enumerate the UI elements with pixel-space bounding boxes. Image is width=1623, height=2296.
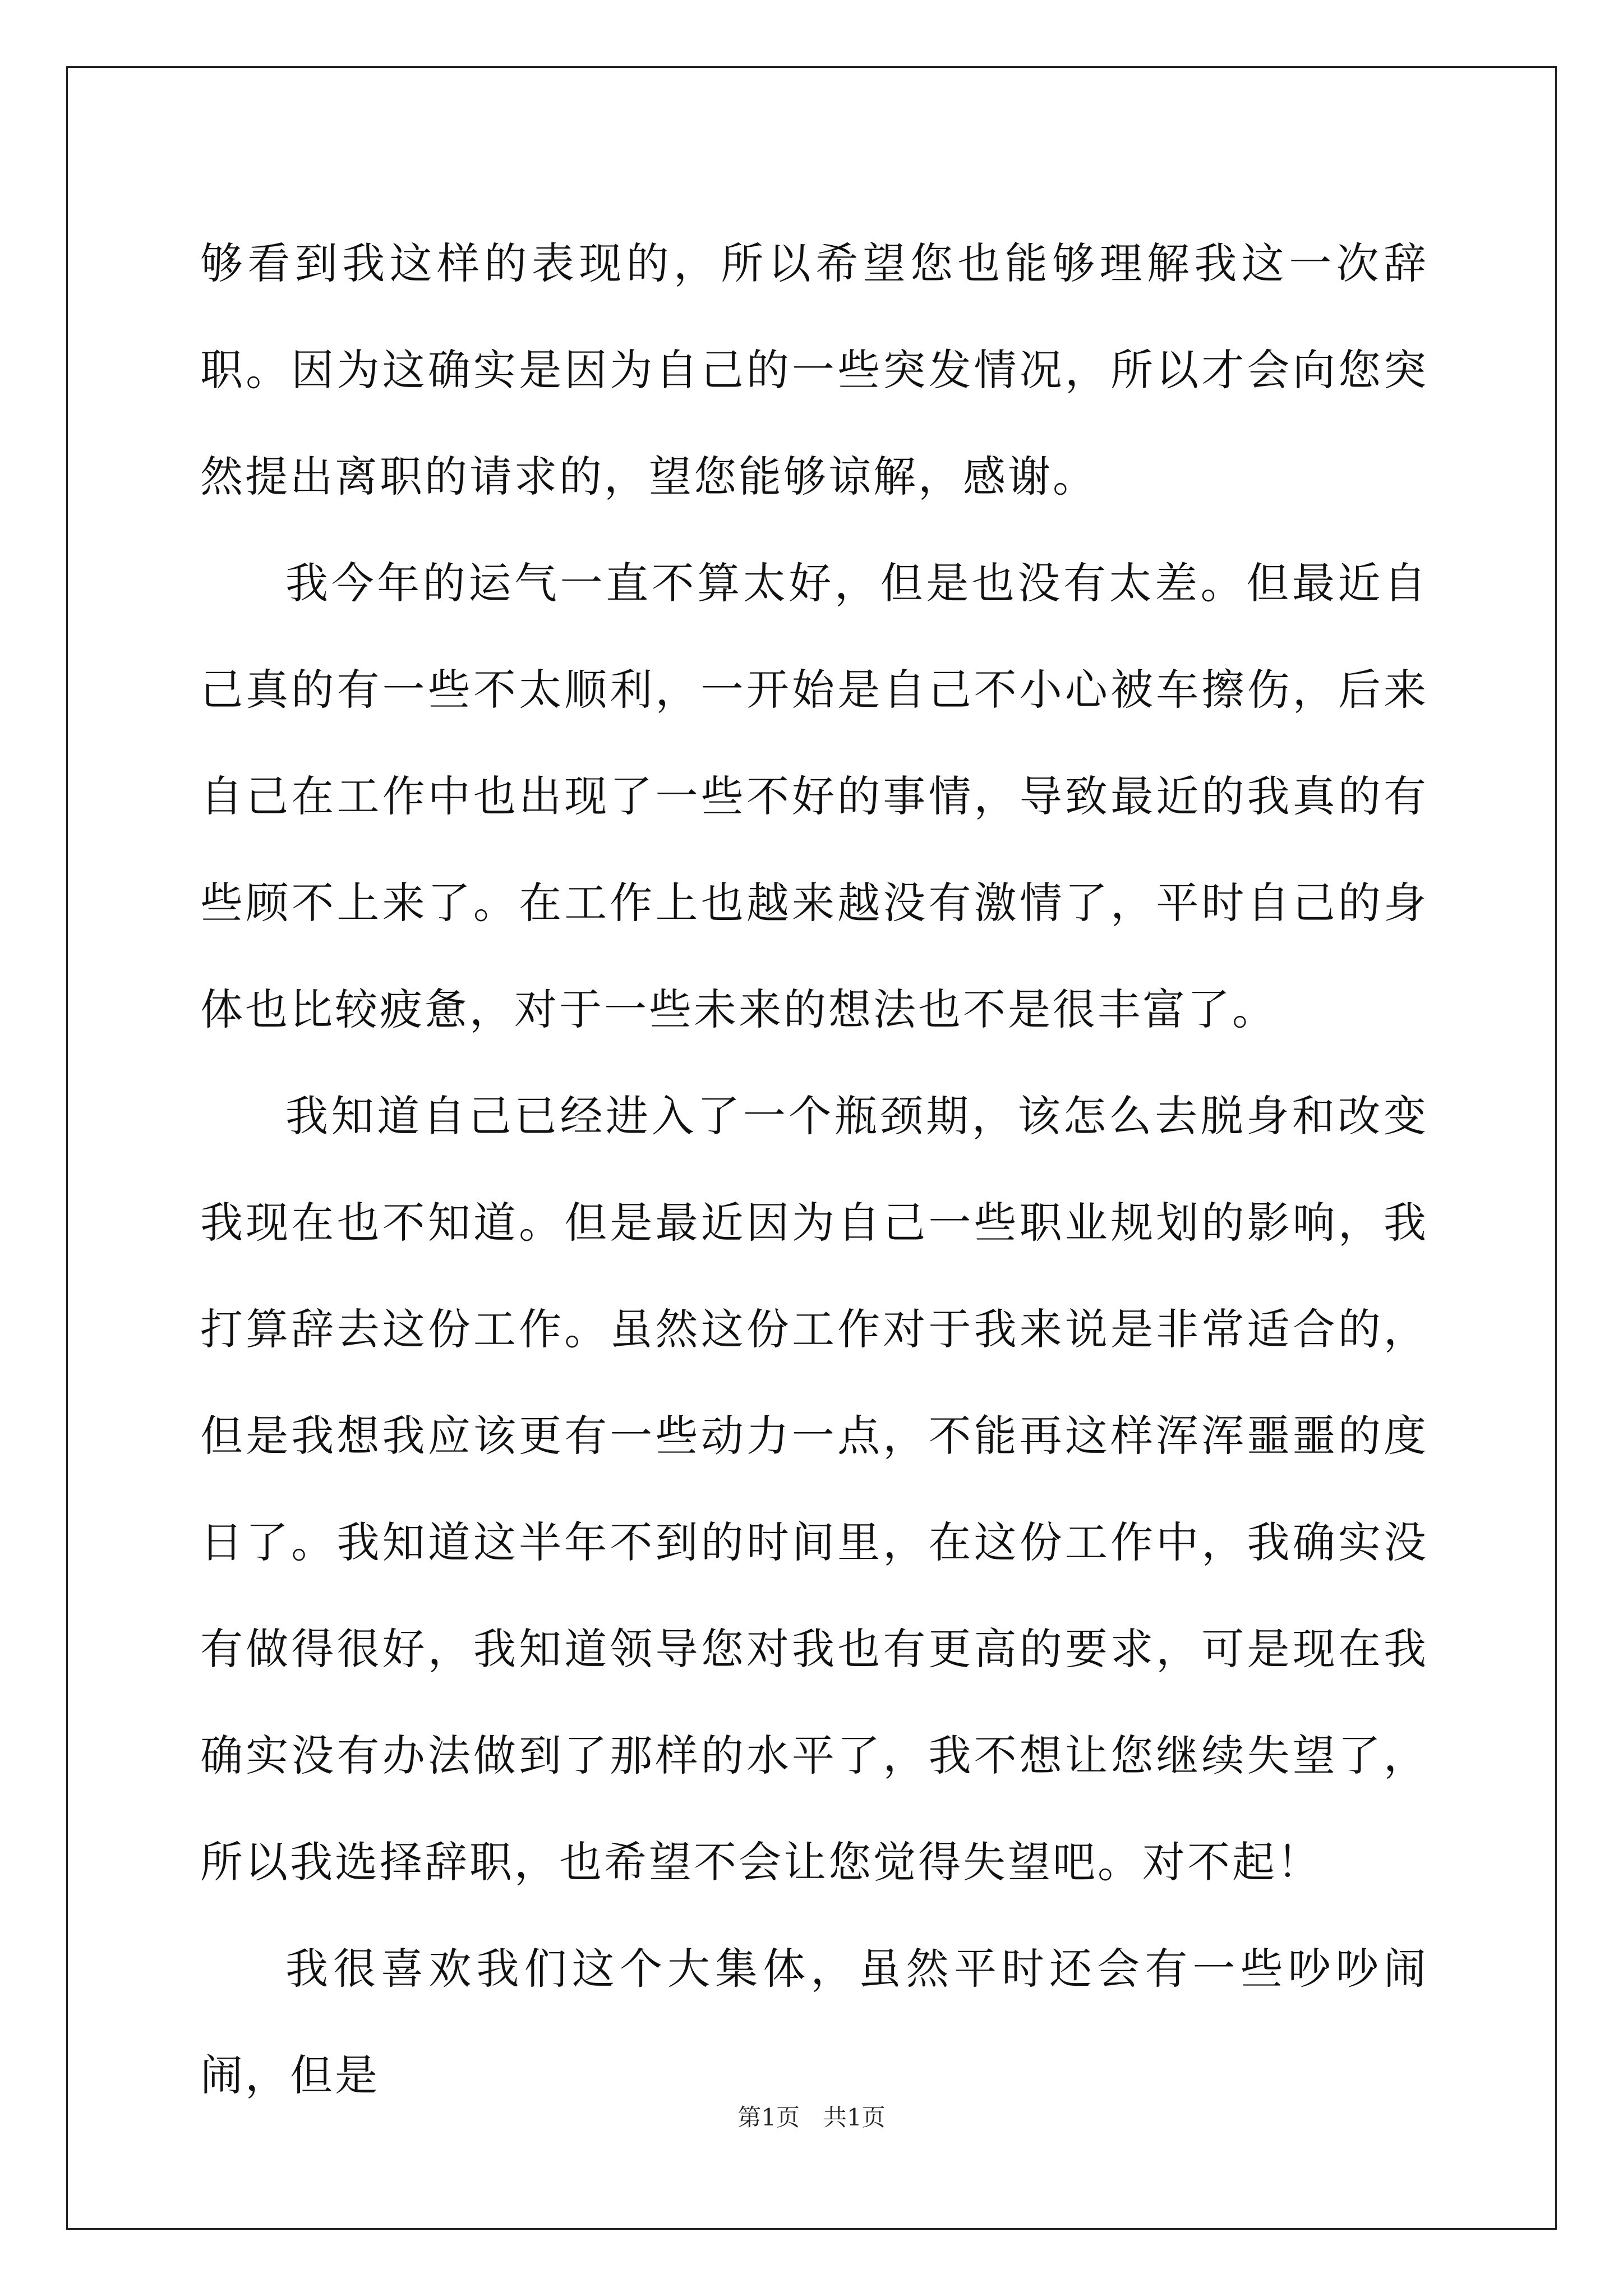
paragraph-2: 我今年的运气一直不算太好，但是也没有太差。但最近自己真的有一些不太顺利，一开始是自己不小心被车擦伤，后来自己在工作中也出现了一些不好的事情，导致最近的我真的有些顾不上来了。在工作上也越来越没有激情了，平时自己的身体也比较疲惫，对于一些未来的想法也不是很丰富了。 [200, 558, 1428, 1034]
paragraph-3: 我知道自己已经进入了一个瓶颈期，该怎么去脱身和改变我现在也不知道。但是最近因为自己一些职业规划的影响，我打算辞去这份工作。虽然这份工作对于我来说是非常适合的，但是我想我应该更有一些动力一点，不能再这样浑浑噩噩的度日了。我知道这半年不到的时间里，在这份工作中，我确实没有做得很好，我知道领导您对我也有更高的要求，可是现在我确实没有办法做到了那样的水平了，我不想让您继续失望了，所以我选择辞职，也希望不会让您觉得失望吧。对不起！ [200, 1091, 1428, 1887]
page-footer: 第1页 共1页 [737, 2104, 886, 2131]
paragraph-1: 够看到我这样的表现的，所以希望您也能够理解我这一次辞职。因为这确实是因为自己的一些突发情况，所以才会向您突然提出离职的请求的，望您能够谅解，感谢。 [200, 238, 1428, 501]
paragraph-4: 我很喜欢我们这个大集体，虽然平时还会有一些吵吵闹闹，但是 [200, 1944, 1428, 2100]
document-body [200, 210, 1428, 2129]
